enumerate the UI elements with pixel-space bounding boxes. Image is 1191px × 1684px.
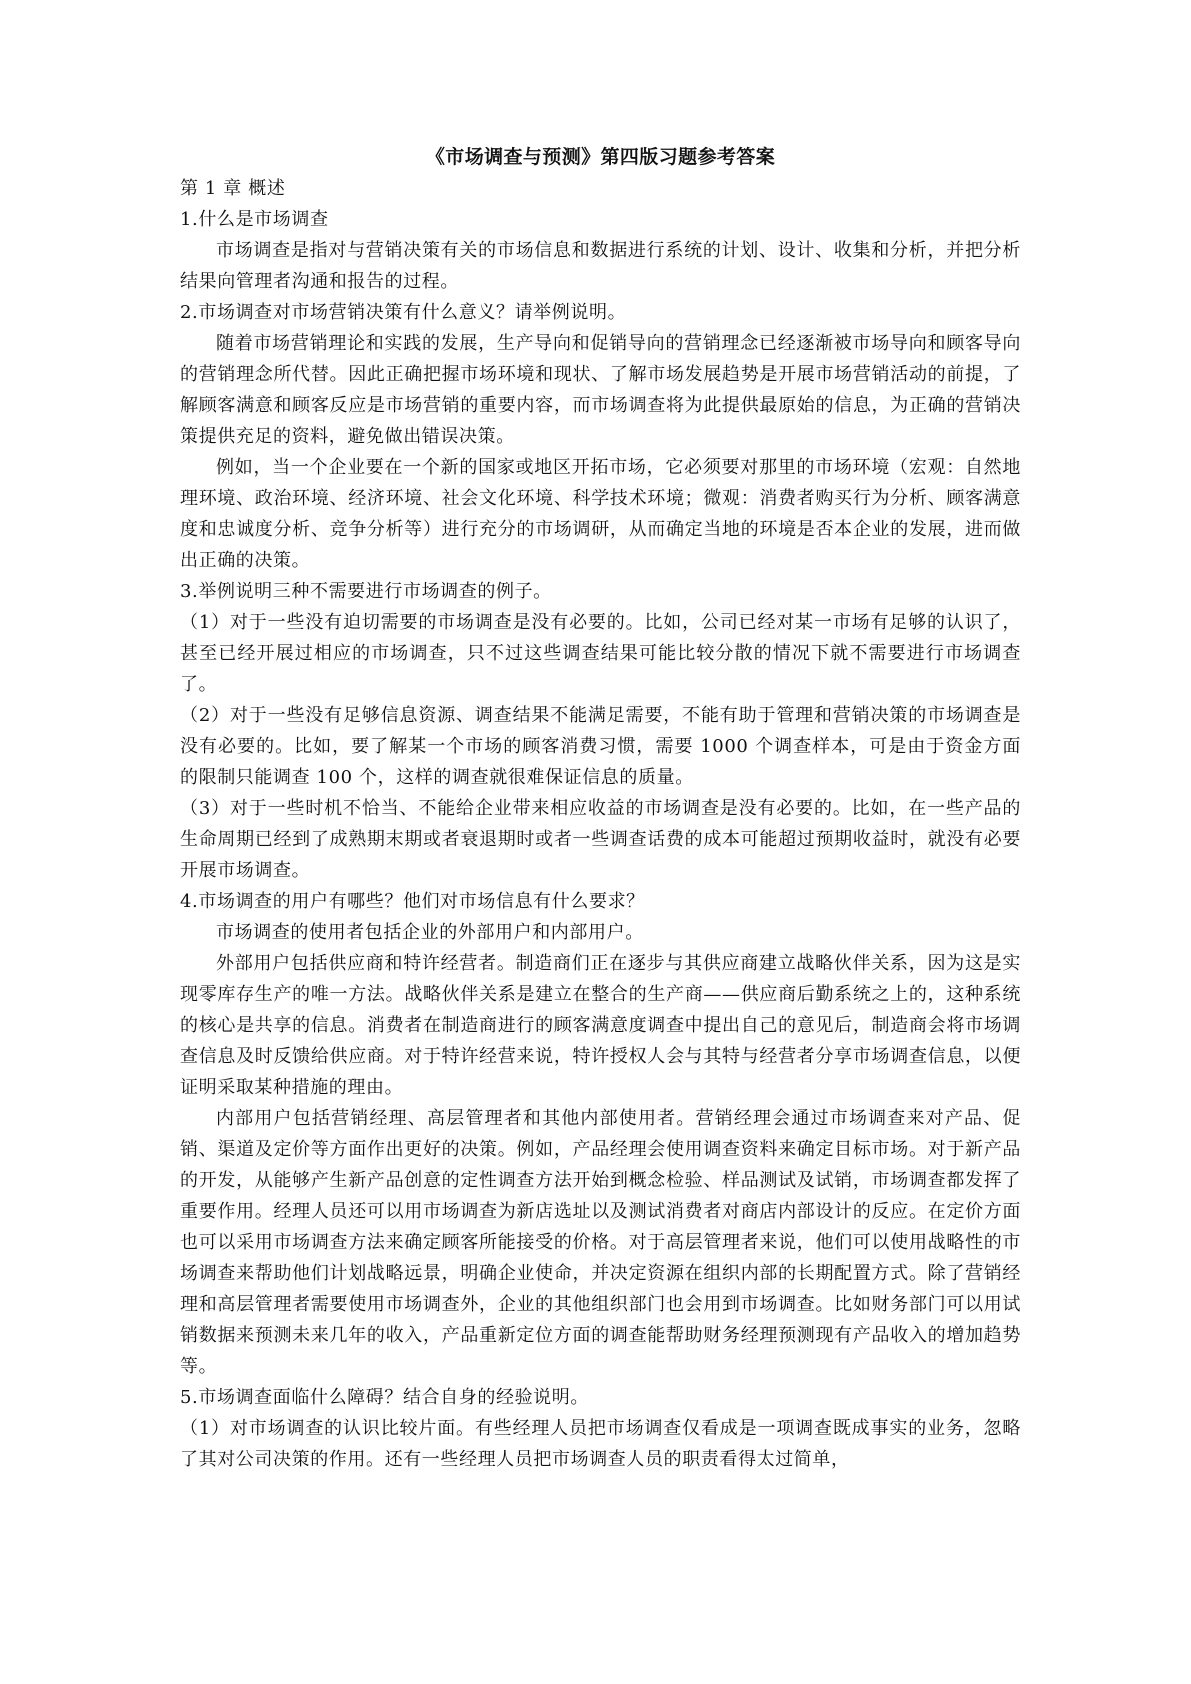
answer-paragraph: 外部用户包括供应商和特许经营者。制造商们正在逐步与其供应商建立战略伙伴关系，因为这是实现零库存生产的唯一方法。战略伙伴关系是建立在整合的生产商——供应商后勤系统之上的，这种系统的核心是共享的信息。消费者在制造商进行的顾客满意度调查中提出自己的意见后，制造商会将市场调查信息及时反馈给供应商。对于特许经营来说，特许授权人会与其特与经营者分享市场调查信息，以便证明采取某种措施的理由。 [180,953,1021,1098]
question-5: 5.市场调查面临什么障碍？结合自身的经验说明。 [180,1387,589,1408]
answer-paragraph: 随着市场营销理论和实践的发展，生产导向和促销导向的营销理念已经逐渐被市场导向和顾客导向的营销理念所代替。因此正确把握市场环境和现状、了解市场发展趋势是开展市场营销活动的前提，了解顾客满意和顾客反应是市场营销的重要内容，而市场调查将为此提供最原始的信息，为正确的营销决策提供充足的资料，避免做出错误决策。 [180,333,1021,447]
answer-paragraph: 内部用户包括营销经理、高层管理者和其他内部使用者。营销经理会通过市场调查来对产品、促销、渠道及定价等方面作出更好的决策。例如，产品经理会使用调查资料来确定目标市场。对于新产品的开发，从能够产生新产品创意的定性调查方法开始到概念检验、样品测试及试销，市场调查都发挥了重要作用。经理人员还可以用市场调查为新店选址以及测试消费者对商店内部设计的反应。在定价方面也可以采用市场调查方法来确定顾客所能接受的价格。对于高层管理者来说，他们可以使用战略性的市场调查来帮助他们计划战略远景，明确企业使命，并决定资源在组织内部的长期配置方式。除了营销经理和高层管理者需要使用市场调查外，企业的其他组织部门也会用到市场调查。比如财务部门可以用试销数据来预测未来几年的收入，产品重新定位方面的调查能帮助财务经理预测现有产品收入的增加趋势等。 [180,1108,1021,1377]
chapter-heading: 第 1 章 概述 [180,178,286,199]
answer-paragraph: 市场调查的使用者包括企业的外部用户和内部用户。 [216,922,644,943]
document-body [180,142,1021,1475]
question-4: 4.市场调查的用户有哪些？他们对市场信息有什么要求？ [180,891,645,912]
question-3: 3.举例说明三种不需要进行市场调查的例子。 [180,581,552,602]
document-title: 《市场调查与预测》第四版习题参考答案 [425,146,776,168]
answer-list-item: （1）对市场调查的认识比较片面。有些经理人员把市场调查仅看成是一项调查既成事实的业务，忽略了其对公司决策的作用。还有一些经理人员把市场调查人员的职责看得太过简单， [180,1418,1021,1470]
answer-list-item: （2）对于一些没有足够信息资源、调查结果不能满足需要，不能有助于管理和营销决策的市场调查是没有必要的。比如，要了解某一个市场的顾客消费习惯，需要 1000 个调查样本，可是由于资金方面的限制只能调查 100 个，这样的调查就很难保证信息的质量。 [180,705,1021,788]
question-1: 1.什么是市场调查 [180,209,329,230]
answer-list-item: （1）对于一些没有迫切需要的市场调查是没有必要的。比如，公司已经对某一市场有足够的认识了，甚至已经开展过相应的市场调查，只不过这些调查结果可能比较分散的情况下就不需要进行市场调查了。 [180,612,1021,695]
question-2: 2.市场调查对市场营销决策有什么意义？请举例说明。 [180,302,627,323]
answer-paragraph: 市场调查是指对与营销决策有关的市场信息和数据进行系统的计划、设计、收集和分析，并把分析结果向管理者沟通和报告的过程。 [180,240,1021,292]
answer-list-item: （3）对于一些时机不恰当、不能给企业带来相应收益的市场调查是没有必要的。比如，在一些产品的生命周期已经到了成熟期末期或者衰退期时或者一些调查话费的成本可能超过预期收益时，就没有必要开展市场调查。 [180,798,1021,881]
answer-paragraph: 例如，当一个企业要在一个新的国家或地区开拓市场，它必须要对那里的市场环境（宏观：自然地理环境、政治环境、经济环境、社会文化环境、科学技术环境；微观：消费者购买行为分析、顾客满意度和忠诚度分析、竞争分析等）进行充分的市场调研，从而确定当地的环境是否本企业的发展，进而做出正确的决策。 [180,457,1021,571]
